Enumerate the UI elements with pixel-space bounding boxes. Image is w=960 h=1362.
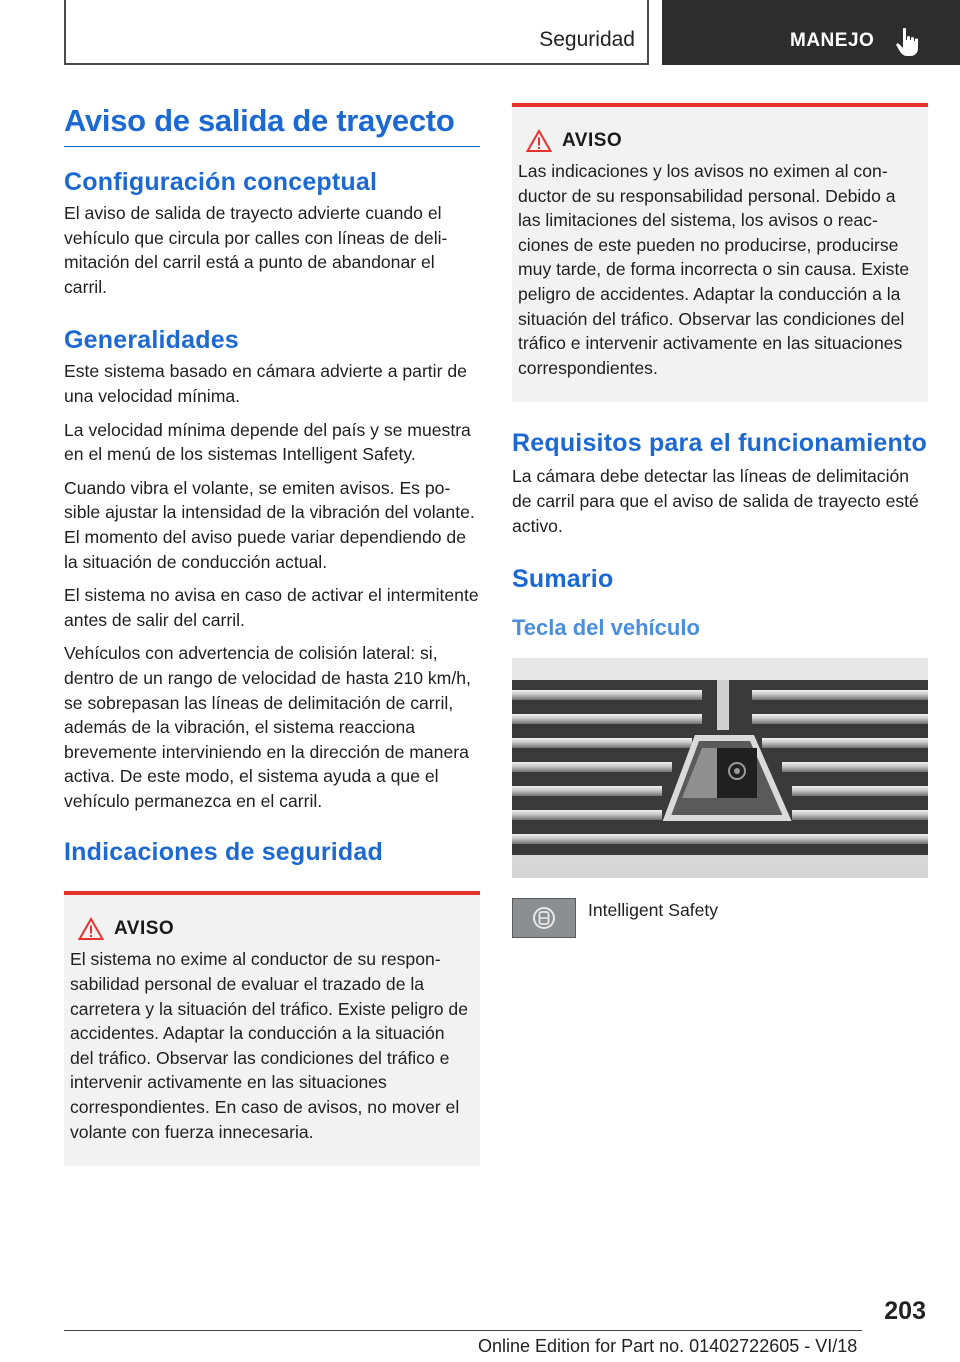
warning-text: Las indicaciones y los avisos no eximen al conductor de su responsabilidad personal. Debido a las limitaciones del sistema, los avisos o reacciones de este pueden no producirse, producirse muy tarde, de forma incorrecta o sin causa. Existe peligro de accidentes. Adaptar la conducción a la situación del tráfico. Observar las condiciones del tráfico e intervenir activamente en las situaciones correspondientes. <box>518 161 910 378</box>
footer-edition: Online Edition for Part no. 01402722605 - VI/18 <box>478 1336 858 1356</box>
heading-tecla: Tecla del vehículo <box>512 615 700 641</box>
header-section-label: Seguridad <box>539 28 635 51</box>
warning-triangle-icon <box>526 129 552 153</box>
paragraph: La velocidad mínima depende del país y se muestra en el menú de los sistemas Intelligent Safety. <box>64 419 471 465</box>
warning-header <box>518 129 920 153</box>
hand-pointer-icon <box>896 27 922 57</box>
header-chapter-tab <box>662 0 960 65</box>
footer-divider <box>64 1330 862 1331</box>
paragraph: Cuando vibra el volante, se emiten avisos. Es posible ajustar la intensidad de la vibración del volante. El momento del aviso puede variar dependiendo de la situación de conducción actual. <box>64 477 475 572</box>
intelligent-safety-label: Intelligent Safety <box>588 900 719 921</box>
warning-label: AVISO <box>562 130 623 151</box>
heading-generalidades: Generalidades <box>64 326 239 355</box>
right-column <box>512 103 928 938</box>
warning-box <box>512 103 928 402</box>
paragraph: Este sistema basado en cámara advierte a partir de una velocidad mínima. <box>64 361 467 406</box>
warning-header <box>70 917 472 941</box>
paragraph: El sistema no avisa en caso de activar el intermitente antes de salir del carril. <box>64 585 479 630</box>
header-chapter-label: MANEJO <box>790 30 875 51</box>
heading-sumario: Sumario <box>512 565 614 594</box>
intelligent-safety-button-icon <box>512 898 576 938</box>
header-section-tab <box>64 0 649 65</box>
warning-triangle-icon <box>78 917 104 941</box>
warning-text: El sistema no exime al conductor de su responsabilidad personal de evaluar el trazado de la carretera y la situación del tráfico. Existe peligro de accidentes. Adaptar la conducción a la situación del tráfico. Observar las condiciones del tráfico e intervenir activamente en las situaciones correspondientes. En caso de avisos, no mover el volante con fuerza innecesaria. <box>70 949 469 1142</box>
warning-label: AVISO <box>114 918 175 940</box>
page-number: 203 <box>884 1297 926 1325</box>
warning-box <box>64 891 480 1166</box>
heading-configuracion: Configuración conceptual <box>64 168 378 196</box>
paragraph: La cámara debe detectar las líneas de delimitación de carril para que el aviso de salida de trayecto esté activo. <box>512 466 919 536</box>
paragraph: Vehículos con advertencia de colisión lateral: si, dentro de un rango de velocidad de hasta 210 km/h, se sobrepasan las líneas de delimitación de carril, además de la vibración, el sistema reacciona brevemente interviniendo en la dirección de manera activa. De este modo, el sistema ayuda a que el vehículo permanezca en el carril. <box>64 643 471 811</box>
left-column <box>64 100 480 1166</box>
paragraph: El aviso de salida de trayecto advierte cuando el vehículo que circula por calles con líneas de delimitación del carril está a punto de abandonar el carril. <box>64 203 448 297</box>
page-title: Aviso de salida de trayecto <box>64 100 480 147</box>
button-legend-row <box>512 898 928 938</box>
vehicle-button-photo <box>512 658 928 878</box>
heading-requisitos: Requisitos para el funcionamiento <box>512 429 927 458</box>
heading-indicaciones: Indicaciones de seguridad <box>64 838 383 867</box>
